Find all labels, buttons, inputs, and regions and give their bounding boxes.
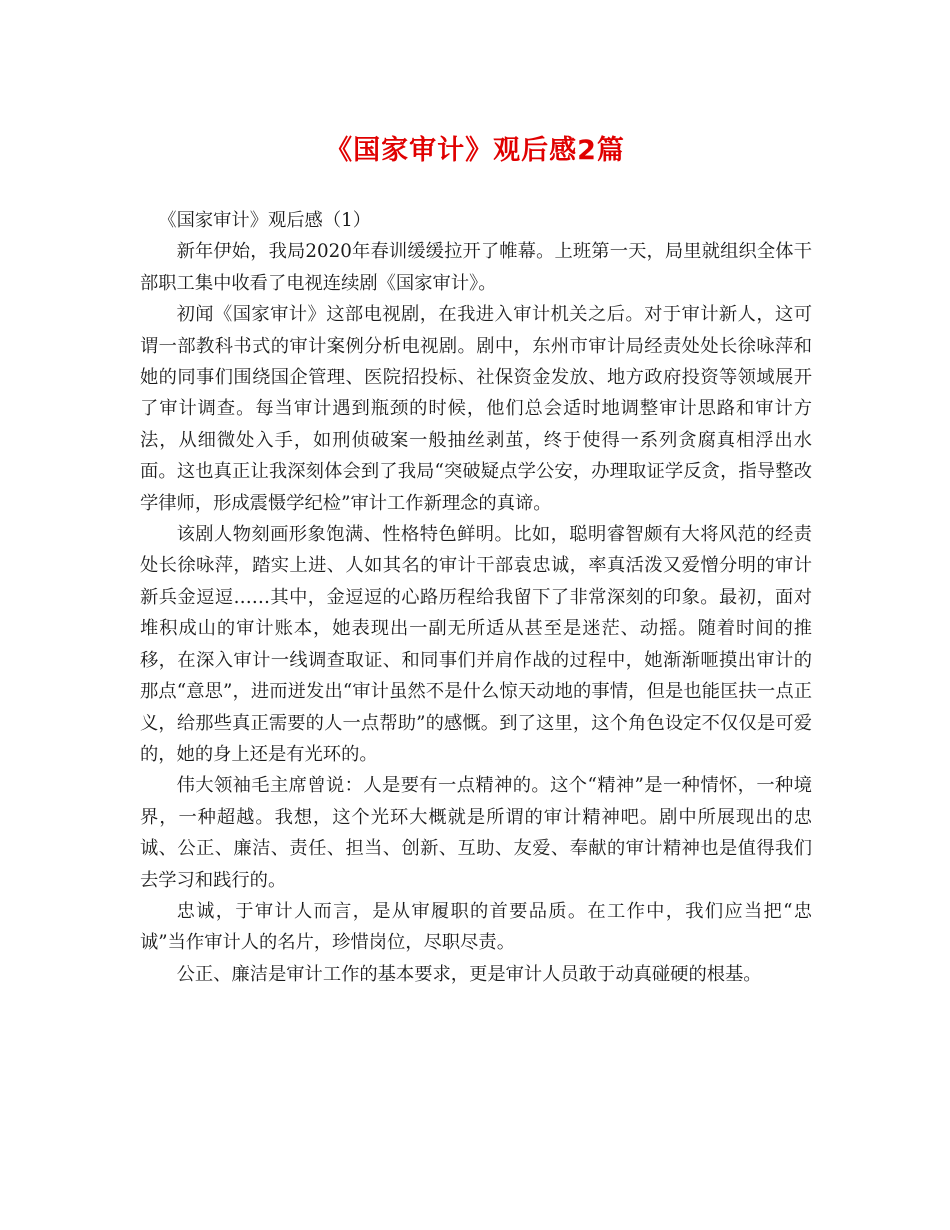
paragraph: 伟大领袖毛主席曾说：人是要有一点精神的。这个“精神”是一种情怀，一种境界，一种超越。我想，这个光环大概就是所谓的审计精神吧。剧中所展现出的忠诚、公正、廉洁、责任、担当、创新、互助、友爱、奉献的审计精神也是值得我们去学习和践行的。	[140, 775, 812, 891]
paragraph: 新年伊始，我局2020年春训缓缓拉开了帷幕。上班第一天，局里就组织全体干部职工集中收看了电视连续剧《国家审计》。	[140, 241, 812, 294]
paragraph: 初闻《国家审计》这部电视剧，在我进入审计机关之后。对于审计新人，这可谓一部教科书式的审计案例分析电视剧。剧中，东州市审计局经责处处长徐咏萍和她的同事们围绕国企管理、医院招投标、社保资金发放、地方政府投资等领域展开了审计调查。每当审计遇到瓶颈的时候，他们总会适时地调整审计思路和审计方法，从细微处入手，如刑侦破案一般抽丝剥茧，终于使得一系列贪腐真相浮出水面。这也真正让我深刻体会到了我局“突破疑点学公安，办理取证学反贪，指导整改学律师，形成震慑学纪检”审计工作新理念的真谛。	[140, 304, 812, 514]
paragraph: 忠诚，于审计人而言，是从审履职的首要品质。在工作中，我们应当把“忠诚”当作审计人的名片，珍惜岗位，尽职尽责。	[140, 900, 812, 954]
section-heading: 《国家审计》观后感（1）	[158, 210, 372, 231]
document-title: 《国家审计》观后感2篇	[325, 135, 625, 166]
document-body	[140, 205, 812, 990]
paragraph: 公正、廉洁是审计工作的基本要求，更是审计人员敢于动真碰硬的根基。	[176, 963, 762, 985]
paragraph: 该剧人物刻画形象饱满、性格特色鲜明。比如，聪明睿智颇有大将风范的经责处长徐咏萍，踏实上进、人如其名的审计干部袁忠诚，率真活泼又爱憎分明的审计新兵金逗逗……其中，金逗逗的心路历程给我留下了非常深刻的印象。最初，面对堆积成山的审计账本，她表现出一副无所适从甚至是迷茫、动摇。随着时间的推移，在深入审计一线调查取证、和同事们并肩作战的过程中，她渐渐咂摸出审计的那点“意思”，进而迸发出“审计虽然不是什么惊天动地的事情，但是也能匡扶一点正义，给那些真正需要的人一点帮助”的感慨。到了这里，这个角色设定不仅仅是可爱的，她的身上还是有光环的。	[140, 524, 812, 765]
